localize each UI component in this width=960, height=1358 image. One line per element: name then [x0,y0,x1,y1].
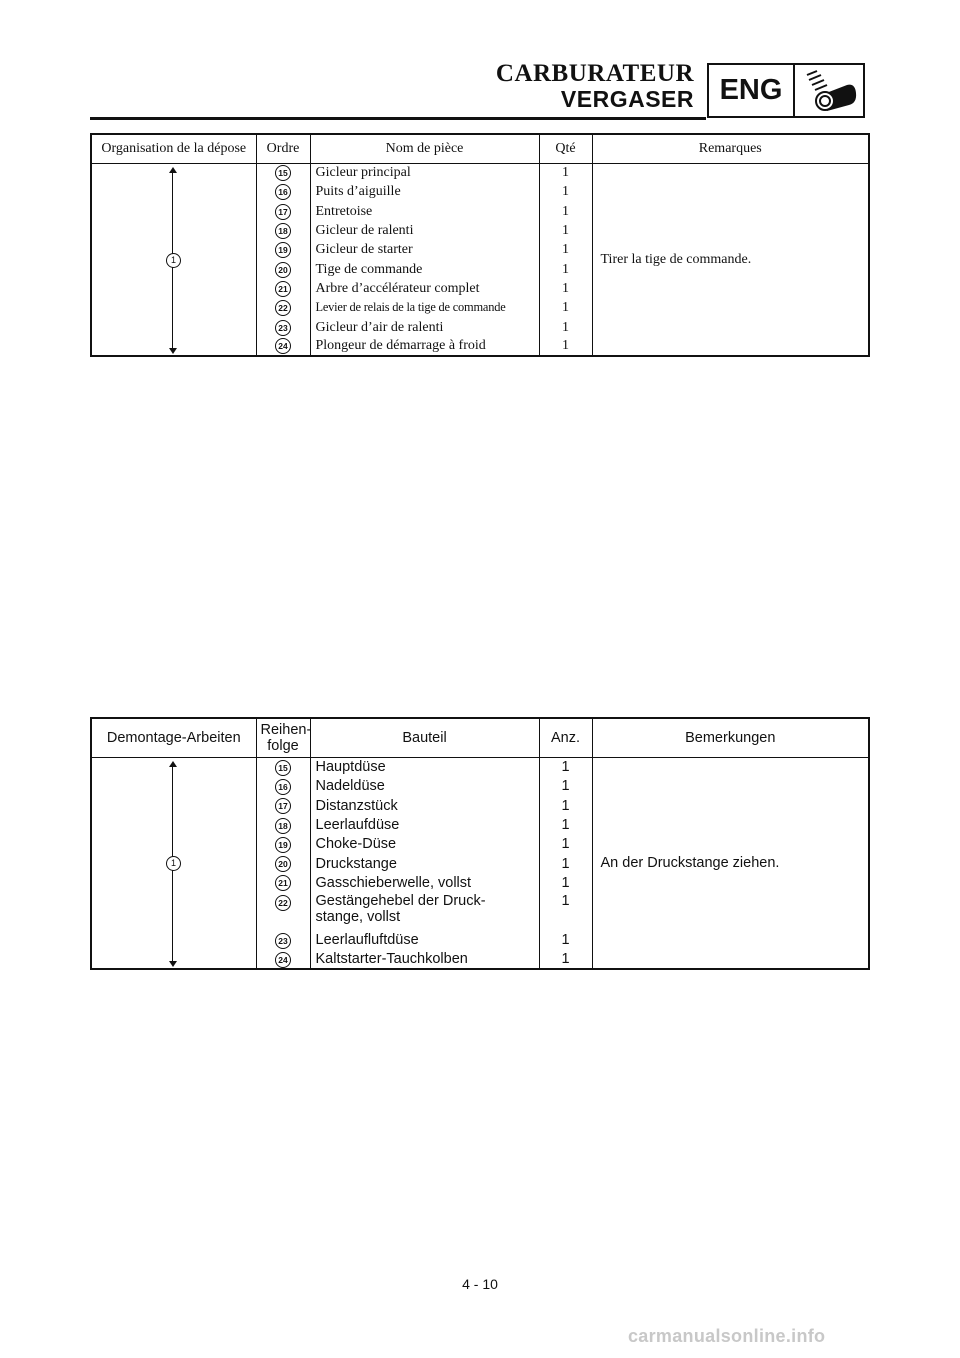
quantity-cell: 1 [539,835,592,854]
arrow-down-icon [169,348,177,354]
quantity-cell: 1 [539,777,592,796]
part-name-cell [310,183,539,202]
header-order-line2: folge [267,738,299,754]
page-number: 4 - 10 [462,1276,498,1292]
part-name: Leerlaufluftdüse [315,932,419,949]
order-cell [256,183,310,202]
table-header-row [91,718,869,758]
arrow-down-icon [169,961,177,967]
part-name-cell [310,931,539,950]
order-number: 19 [275,242,291,258]
quantity-cell: 1 [539,260,592,279]
order-number: 16 [275,184,291,200]
removal-group-indicator [91,164,256,357]
quantity-cell: 1 [539,815,592,834]
part-name-cell [310,777,539,796]
order-cell [256,164,310,183]
part-name: Tige de commande [315,261,423,277]
part-name: Arbre d’accélérateur complet [315,280,480,296]
part-name: Puits d’aiguille [315,184,401,200]
order-number: 22 [275,895,291,911]
order-cell [256,893,310,931]
part-name-cell [310,854,539,873]
header-remarks: Bemerkungen [592,718,869,758]
part-name-cell [310,221,539,240]
order-number: 17 [275,204,291,220]
part-name-cell [310,202,539,221]
order-cell [256,337,310,356]
order-cell [256,796,310,815]
table-header-row [91,134,869,164]
header-part-name: Bauteil [310,718,539,758]
page-title-de: VERGASER [560,86,694,112]
quantity-cell: 1 [539,931,592,950]
header-order-line1: Reihen- [260,722,312,738]
order-number: 19 [275,837,291,853]
order-number: 15 [275,165,291,181]
order-number: 21 [275,281,291,297]
order-number: 18 [275,223,291,239]
quantity-cell: 1 [539,164,592,183]
engine-icon [795,65,863,116]
order-cell [256,202,310,221]
header-organisation: Demontage-Arbeiten [91,718,256,758]
order-number: 20 [275,856,291,872]
header-organisation: Organisation de la dépose [91,134,256,164]
part-name-cell [310,835,539,854]
order-number: 17 [275,798,291,814]
part-name: Levier de relais de la tige de commande [315,300,506,315]
order-cell [256,777,310,796]
part-name: Kaltstarter-Tauchkolben [315,951,468,968]
part-name-cell [310,260,539,279]
quantity-cell: 1 [539,758,592,777]
part-name-cell [310,758,539,777]
watermark: carmanualsonline.info [628,1326,826,1346]
part-name-line2: stange, vollst [315,908,401,925]
part-name: Leerlaufdüse [315,817,400,834]
part-name-cell [310,279,539,298]
part-name: Hauptdüse [315,759,386,776]
part-name-cell [310,950,539,969]
page-title-fr: CARBURATEUR [495,60,694,87]
arrow-up-icon [169,761,177,767]
header-quantity: Qté [539,134,592,164]
quantity-cell: 1 [539,950,592,969]
order-number: 16 [275,779,291,795]
part-name: Entretoise [315,203,373,219]
part-name-cell [310,873,539,892]
order-cell [256,950,310,969]
removal-table-fr [90,133,870,357]
part-name-cell [310,796,539,815]
quantity-cell: 1 [539,241,592,260]
part-name-cell [310,318,539,337]
removal-group-indicator [91,758,256,970]
order-number: 23 [275,933,291,949]
quantity-cell: 1 [539,221,592,240]
order-number: 24 [275,338,291,354]
part-name-cell [310,893,539,931]
quantity-cell: 1 [539,318,592,337]
header-order: Ordre [256,134,310,164]
order-cell [256,221,310,240]
header-rule [90,117,706,120]
quantity-cell: 1 [539,337,592,356]
order-cell [256,241,310,260]
part-name-cell [310,815,539,834]
part-name: Gicleur d’air de ralenti [315,319,444,335]
quantity-cell: 1 [539,279,592,298]
quantity-cell: 1 [539,893,592,931]
order-cell [256,854,310,873]
order-number: 23 [275,320,291,336]
order-cell [256,279,310,298]
part-name: Gicleur principal [315,165,411,181]
order-cell [256,815,310,834]
order-cell [256,299,310,318]
table-row [91,164,869,183]
order-number: 21 [275,875,291,891]
header-part-name: Nom de pièce [310,134,539,164]
order-number: 22 [275,300,291,316]
order-cell [256,873,310,892]
order-cell [256,931,310,950]
order-cell [256,318,310,337]
part-name: Gicleur de starter [315,242,413,258]
part-name: Distanzstück [315,797,398,814]
quantity-cell: 1 [539,854,592,873]
group-marker: 1 [166,253,181,268]
quantity-cell: 1 [539,183,592,202]
group-marker: 1 [166,856,181,871]
quantity-cell: 1 [539,873,592,892]
part-name: Choke-Düse [315,836,397,853]
part-name: Nadeldüse [315,778,385,795]
quantity-cell: 1 [539,202,592,221]
order-number: 24 [275,952,291,968]
part-name-cell [310,164,539,183]
part-name: Gestängehebel der Druck- [315,892,486,909]
header-remarks: Remarques [592,134,869,164]
arrow-up-icon [169,167,177,173]
remark-text: Tirer la tige de commande. [600,251,752,267]
removal-table-de [90,717,870,970]
part-name-cell [310,337,539,356]
remarks-cell [592,758,869,970]
remark-text: An der Druckstange ziehen. [600,855,780,872]
header-order [256,718,310,758]
table-row [91,758,869,777]
order-cell [256,260,310,279]
part-name: Gicleur de ralenti [315,223,414,239]
part-name-cell [310,241,539,260]
quantity-cell: 1 [539,796,592,815]
order-number: 20 [275,262,291,278]
header-quantity: Anz. [539,718,592,758]
part-name: Gasschieberwelle, vollst [315,874,472,891]
part-name: Plongeur de démarrage à froid [315,338,486,354]
order-cell [256,835,310,854]
quantity-cell: 1 [539,299,592,318]
part-name: Druckstange [315,855,397,872]
order-number: 18 [275,818,291,834]
remarks-cell [592,164,869,357]
order-number: 15 [275,760,291,776]
order-cell [256,758,310,777]
section-badge [707,63,865,118]
section-label: ENG [709,65,795,116]
part-name-cell [310,299,539,318]
